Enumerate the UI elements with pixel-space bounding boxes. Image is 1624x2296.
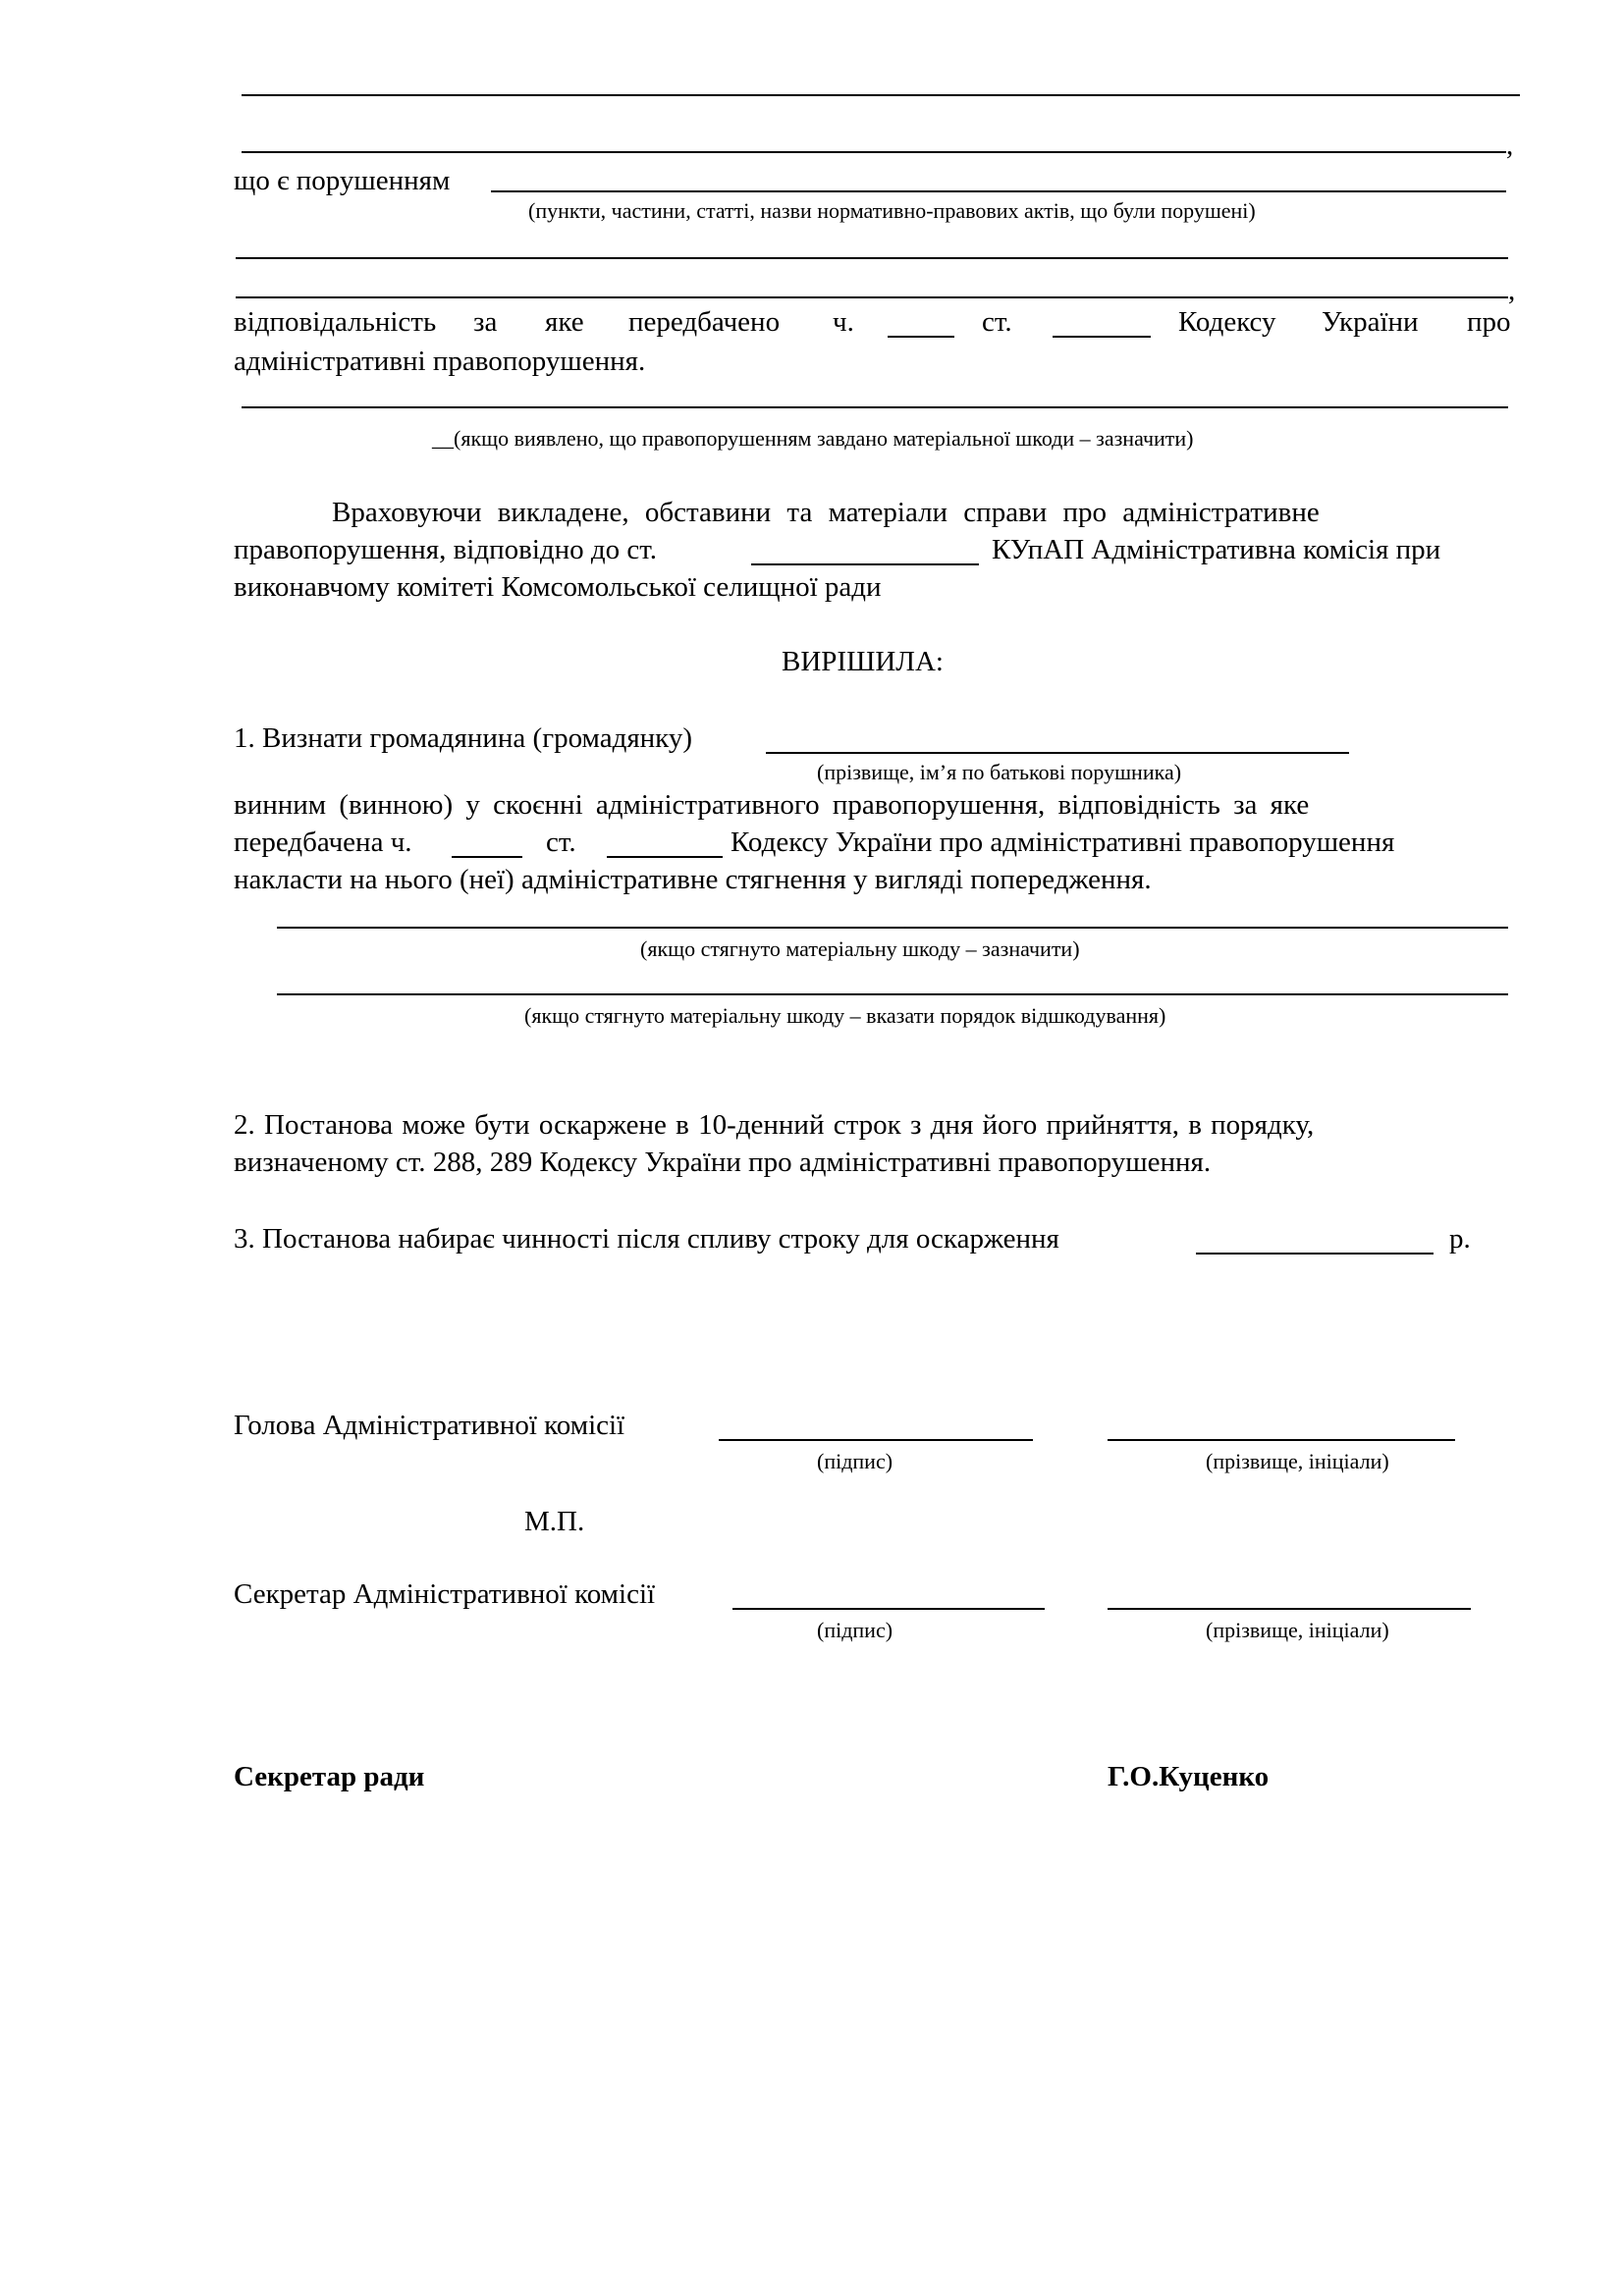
point2-line1: 2. Постанова може бути оскаржене в 10-денний строк з дня його прийняття, в порядку,	[234, 1109, 1315, 1141]
blank-line	[491, 190, 1506, 192]
resp-word: Кодексу	[1178, 306, 1276, 338]
decided-heading: ВИРІШИЛА:	[782, 646, 944, 677]
blank-line	[766, 752, 1349, 754]
caption-norm-acts: (пункти, частини, статті, назви нормативно-правових актів, що були порушені)	[528, 198, 1256, 223]
point3-text: 3. Постанова набирає чинності після спливу строку для оскарження	[234, 1223, 1059, 1255]
point1-line2: винним (винною) у скоєнні адміністративного правопорушення, відповідність за яке	[234, 789, 1310, 821]
point3-suffix: р.	[1449, 1223, 1471, 1255]
blank-line	[242, 94, 1520, 96]
blank-line	[277, 993, 1508, 995]
caption-offender: (прізвище, ім’я по батькові порушника)	[817, 760, 1182, 784]
resp-word: передбачено	[628, 306, 781, 338]
blank-line	[1196, 1253, 1434, 1255]
resp-word: ч.	[833, 306, 854, 338]
blank-line	[242, 151, 1506, 153]
considering-line3: виконавчому комітеті Комсомольської селищної ради	[234, 571, 882, 603]
point1-line4: накласти на нього (неї) адміністративне стягнення у вигляді попередження.	[234, 864, 1152, 895]
resp-word: відповідальність	[234, 306, 437, 338]
point1-line1: 1. Визнати громадянина (громадянку)	[234, 722, 693, 754]
blank-line	[236, 296, 1508, 298]
signature-line	[719, 1439, 1033, 1441]
blank-line	[277, 927, 1508, 929]
considering-line2b: КУпАП Адміністративна комісія при	[992, 534, 1441, 565]
resp-word: про	[1467, 306, 1511, 338]
blank-line	[236, 257, 1508, 259]
name-line	[1108, 1439, 1455, 1441]
caption-name-initials: (прізвище, ініціали)	[1206, 1449, 1389, 1473]
resp-word: за	[473, 306, 498, 338]
violation-prefix: що є порушенням	[234, 165, 451, 196]
considering-line1: Враховуючи викладене, обставини та матеріали справи про адміністративне	[332, 497, 1320, 528]
council-secretary-name: Г.О.Куценко	[1108, 1761, 1270, 1792]
resp-word: України	[1322, 306, 1419, 338]
head-of-commission: Голова Адміністративної комісії	[234, 1410, 625, 1441]
stamp-place: М.П.	[524, 1506, 585, 1537]
caption-name-initials: (прізвище, ініціали)	[1206, 1618, 1389, 1642]
caption-damage-found: __(якщо виявлено, що правопорушенням завдано матеріальної шкоди – зазначити)	[432, 426, 1194, 451]
secretary-of-commission: Секретар Адміністративної комісії	[234, 1578, 656, 1610]
resp-word: яке	[545, 306, 584, 338]
resp-word: ст.	[982, 306, 1012, 338]
point1-line3a: передбачена ч.	[234, 827, 412, 858]
comma: ,	[1506, 130, 1514, 161]
resp-line2: адміністративні правопорушення.	[234, 346, 646, 377]
blank-line	[888, 336, 954, 338]
caption-signature: (підпис)	[817, 1449, 893, 1473]
caption-damage-order: (якщо стягнуто матеріальну шкоду – вказати порядок відшкодування)	[524, 1003, 1166, 1028]
name-line	[1108, 1608, 1471, 1610]
blank-line	[452, 856, 522, 858]
blank-line	[242, 406, 1508, 408]
caption-signature: (підпис)	[817, 1618, 893, 1642]
blank-line	[751, 563, 979, 565]
point2-line2: визначеному ст. 288, 289 Кодексу України про адміністративні правопорушення.	[234, 1147, 1212, 1178]
point1-line3c: Кодексу України про адміністративні правопорушення	[731, 827, 1395, 858]
caption-damage-collected: (якщо стягнуто матеріальну шкоду – зазначити)	[640, 936, 1080, 961]
blank-line	[1053, 336, 1151, 338]
considering-line2a: правопорушення, відповідно до ст.	[234, 534, 658, 565]
point1-line3b: ст.	[546, 827, 576, 858]
blank-line	[607, 856, 723, 858]
council-secretary-title: Секретар ради	[234, 1761, 425, 1792]
comma: ,	[1508, 275, 1516, 306]
signature-line	[732, 1608, 1045, 1610]
